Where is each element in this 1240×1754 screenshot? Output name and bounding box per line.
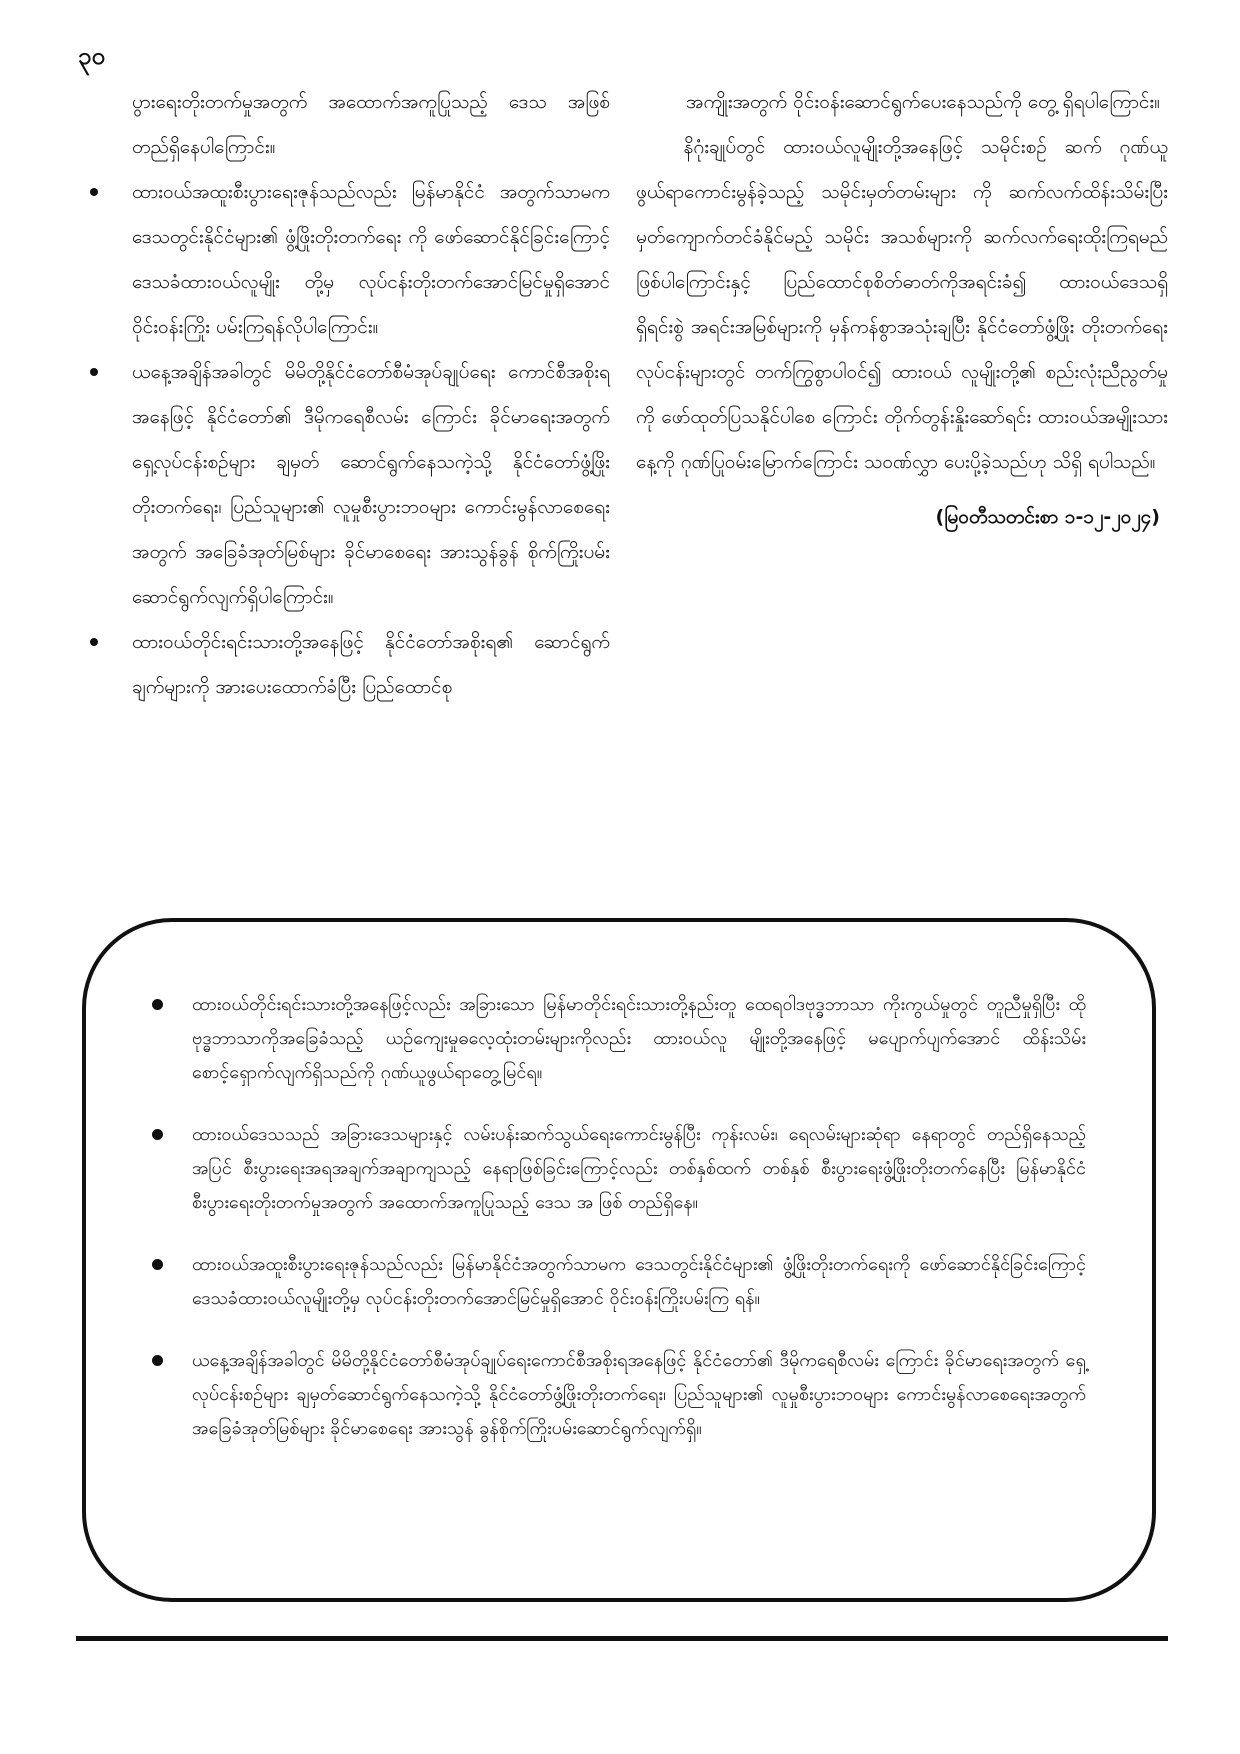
list-item-text: ထားဝယ်ဒေသသည် အခြားဒေသများနှင့် လမ်းပန်းဆက်သွယ်ရေးကောင်းမွန်ပြီး ကုန်းလမ်း၊ ရေလမ်းများဆုံရာ နေရာတွင် တည်ရှိနေသည့်အပြင် စီးပွားရေးအရအချက်အချာကျသည့် နေရာဖြစ်ခြင်းကြောင့်လည်း တစ်နှစ်ထက် တစ်နှစ် စီးပွားရေးဖွံ့ဖြိုးတိုးတက်နေပြီး မြန်မာနိုင်ငံစီးပွားရေးတိုးတက်မှုအတွက် အထောက်အကူပြုသည့် ဒေသ အ ဖြစ် တည်ရှိနေ။ bbox=[192, 1124, 1086, 1213]
article-columns bbox=[78, 80, 1168, 910]
bullet-icon bbox=[90, 368, 98, 376]
left-bullet-list bbox=[78, 170, 610, 710]
bullet-icon bbox=[90, 188, 98, 196]
list-item-text: ထားဝယ်တိုင်းရင်းသားတို့အနေဖြင့် နိုင်ငံတော်အစိုးရ၏ ဆောင်ရွက်ချက်များကို အားပေးထောက်ခံပြီး ပြည်ထောင်စု bbox=[132, 631, 610, 698]
left-continuation-text: ပွားရေးတိုးတက်မှုအတွက် အထောက်အကူပြုသည့် ဒေသ အဖြစ် တည်ရှိနေပါကြောင်း။ bbox=[132, 91, 610, 158]
list-item bbox=[78, 350, 610, 620]
bullet-icon bbox=[152, 1355, 163, 1366]
summary-box bbox=[82, 918, 1156, 1602]
list-item-text: ထားဝယ်တိုင်းရင်းသားတို့အနေဖြင့်လည်း အခြားသော မြန်မာတိုင်းရင်းသားတို့နည်းတူ ထေရဝါဒဗုဒ္ဓဘာသာ ကိုးကွယ်မှုတွင် တူညီမှုရှိပြီး ထိုဗုဒ္ဓဘာသာကိုအခြေခံသည့် ယဉ်ကျေးမှုဓလေ့ထုံးတမ်းများကိုလည်း ထားဝယ်လူ မျိုးတို့အနေဖြင့် မပျောက်ပျက်အောင် ထိန်းသိမ်းစောင့်ရှောက်လျက်ရှိသည်ကို ဂုဏ်ယူဖွယ်ရာတွေ့မြင်ရ။ bbox=[192, 994, 1086, 1083]
list-item bbox=[152, 1248, 1086, 1316]
bullet-icon bbox=[90, 638, 98, 646]
page-number: ၃၀ bbox=[78, 42, 105, 70]
source-citation: (မြဝတီသတင်းစာ ၁-၁၂-၂၀၂၄) bbox=[935, 506, 1160, 528]
list-item bbox=[152, 1344, 1086, 1446]
list-item bbox=[78, 170, 610, 350]
right-continuation-text: အကျိုးအတွက် ဝိုင်းဝန်းဆောင်ရွက်ပေးနေသည်ကို တွေ့ ရှိရပါကြောင်း။ bbox=[686, 91, 1161, 113]
summary-bullet-list bbox=[152, 988, 1086, 1446]
list-item bbox=[152, 988, 1086, 1090]
list-item-text: ထားဝယ်အထူးစီးပွားရေးဇုန်သည်လည်း မြန်မာနိုင်ငံ အတွက်သာမက ဒေသတွင်းနိုင်ငံများ၏ ဖွံ့ဖြိုးတိုးတက်ရေး ကို ဖော်ဆောင်နိုင်ခြင်းကြောင့် ဒေသခံထားဝယ်လူမျိုး တို့မှ လုပ်ငန်းတိုးတက်အောင်မြင်မှုရှိအောင် ဝိုင်းဝန်းကြိုး ပမ်းကြရန်လိုပါကြောင်း။ bbox=[132, 181, 610, 338]
list-item-text: ယနေ့အချိန်အခါတွင် မိမိတို့နိုင်ငံတော်စီမံအုပ်ချုပ်ရေး ကောင်စီအစိုးရအနေဖြင့် နိုင်ငံတော်၏ ဒီမိုကရေစီလမ်း ကြောင်း ခိုင်မာရေးအတွက် ရှေ့လုပ်ငန်းစဉ်များ ချမှတ် ဆောင်ရွက်နေသကဲ့သို့ နိုင်ငံတော်ဖွံ့ဖြိုးတိုးတက်ရေး၊ ပြည်သူများ၏ လူမှုစီးပွားဘဝများ ကောင်းမွန်လာစေရေး အတွက် အခြေခံအုတ်မြစ်များ ခိုင်မာစေရေး အားသွန်ခွန် စိုက်ကြိုးပမ်းဆောင်ရွက်လျက်ရှိပါကြောင်း။ bbox=[132, 361, 610, 608]
bullet-icon bbox=[152, 999, 163, 1010]
list-item-text: ထားဝယ်အထူးစီးပွားရေးဇုန်သည်လည်း မြန်မာနိုင်ငံအတွက်သာမက ဒေသတွင်းနိုင်ငံများ၏ ဖွံ့ဖြိုးတိုးတက်ရေးကို ဖော်ဆောင်နိုင်ခြင်းကြောင့် ဒေသခံထားဝယ်လူမျိုးတို့မှ လုပ်ငန်းတိုးတက်အောင်မြင်မှုရှိအောင် ဝိုင်းဝန်းကြိုးပမ်းကြ ရန်။ bbox=[192, 1254, 1086, 1309]
left-column bbox=[78, 80, 610, 910]
right-column bbox=[636, 80, 1168, 910]
bullet-icon bbox=[152, 1259, 163, 1270]
conclusion-paragraph: နိဂုံးချုပ်တွင် ထားဝယ်လူမျိုးတို့အနေဖြင့် သမိုင်းစဉ် ဆက် ဂုဏ်ယူဖွယ်ရာကောင်းမွန်ခဲ့သည့် သမိုင်းမှတ်တမ်းများ ကို ဆက်လက်ထိန်းသိမ်းပြီး မှတ်ကျောက်တင်ခံနိုင်မည့် သမိုင်း အသစ်များကို ဆက်လက်ရေးထိုးကြရမည်ဖြစ်ပါကြောင်းနှင့် ပြည်ထောင်စုစိတ်ဓာတ်ကိုအရင်းခံ၍ ထားဝယ်ဒေသရှိ ရှိရင်းစွဲ အရင်းအမြစ်များကို မှန်ကန်စွာအသုံးချပြီး နိုင်ငံတော်ဖွံ့ဖြိုး တိုးတက်ရေးလုပ်ငန်းများတွင် တက်ကြွစွာပါဝင်၍ ထားဝယ် လူမျိုးတို့၏ စည်းလုံးညီညွတ်မှုကို ဖော်ထုတ်ပြသနိုင်ပါစေ ကြောင်း တိုက်တွန်းနှိုးဆော်ရင်း ထားဝယ်အမျိုးသားနေ့ကို ဂုဏ်ပြုဝမ်းမြောက်ကြောင်း သဝဏ်လွှာ ပေးပို့ခဲ့သည်ဟု သိရှိ ရပါသည်။ bbox=[636, 136, 1168, 473]
list-item bbox=[78, 620, 610, 710]
bullet-icon bbox=[152, 1129, 163, 1140]
list-item-text: ယနေ့အချိန်အခါတွင် မိမိတို့နိုင်ငံတော်စီမံအုပ်ချုပ်ရေးကောင်စီအစိုးရအနေဖြင့် နိုင်ငံတော်၏ ဒီမိုကရေစီလမ်း ကြောင်း ခိုင်မာရေးအတွက် ရှေ့လုပ်ငန်းစဉ်များ ချမှတ်ဆောင်ရွက်နေသကဲ့သို့ နိုင်ငံတော်ဖွံ့ဖြိုးတိုးတက်ရေး၊ ပြည်သူများ၏ လူမှုစီးပွားဘဝများ ကောင်းမွန်လာစေရေးအတွက် အခြေခံအုတ်မြစ်များ ခိုင်မာစေရေး အားသွန် ခွန်စိုက်ကြိုးပမ်းဆောင်ရွက်လျက်ရှိ။ bbox=[192, 1350, 1086, 1439]
list-item bbox=[152, 1118, 1086, 1220]
footer-divider bbox=[76, 1636, 1168, 1641]
